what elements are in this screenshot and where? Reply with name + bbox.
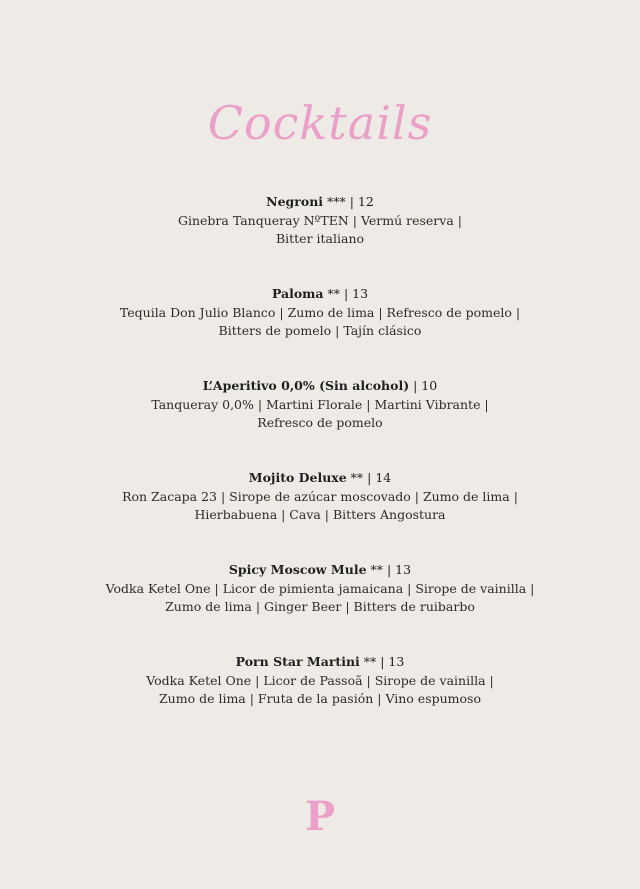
menu-item-ingredients: Refresco de pomelo bbox=[257, 415, 383, 430]
menu-item-ingredients: Hierbabuena | Cava | Bitters Angostura bbox=[194, 507, 446, 522]
menu-item-heading bbox=[0, 653, 640, 672]
menu-item-price: ** | 13 bbox=[323, 286, 369, 301]
menu-item-ingredients: Ginebra Tanqueray NºTEN | Vermú reserva | bbox=[178, 212, 462, 228]
menu-item-ingredients: Vodka Ketel One | Licor de pimienta jamaicana | Sirope de vainilla | bbox=[105, 580, 535, 596]
menu-item-negroni bbox=[0, 193, 640, 285]
menu-item-aperitivo bbox=[0, 377, 640, 469]
menu-item-heading bbox=[0, 377, 640, 396]
menu-item-ingredients: Zumo de lima | Fruta de la pasión | Vino espumoso bbox=[158, 691, 481, 706]
menu-item-ingredients: Vodka Ketel One | Licor de Passoã | Sirope de vainilla | bbox=[146, 672, 494, 688]
menu-item-name: Spicy Moscow Mule bbox=[228, 562, 367, 577]
menu-item-price: *** | 12 bbox=[323, 194, 374, 209]
menu-item-price: ** | 13 bbox=[366, 562, 412, 577]
menu-item-price: ** | 13 bbox=[359, 654, 405, 669]
menu-item-ingredients: Tanqueray 0,0% | Martini Florale | Martini Vibrante | bbox=[151, 396, 489, 412]
menu-item-spicy-moscow-mule bbox=[0, 561, 640, 653]
menu-item-ingredients: Tequila Don Julio Blanco | Zumo de lima | Refresco de pomelo | bbox=[119, 304, 521, 320]
menu-item-ingredients: Zumo de lima | Ginger Beer | Bitters de ruibarbo bbox=[165, 599, 475, 614]
menu-item-mojito-deluxe bbox=[0, 469, 640, 561]
menu-item-name: Porn Star Martini bbox=[235, 654, 360, 669]
menu-item-ingredients: Bitter italiano bbox=[275, 231, 365, 246]
menu-item-ingredients: Ron Zacapa 23 | Sirope de azúcar moscovado | Zumo de lima | bbox=[122, 488, 518, 504]
menu-item-price: ** | 14 bbox=[346, 470, 392, 485]
menu-item-name: Mojito Deluxe bbox=[248, 470, 347, 485]
menu-item-name: Negroni bbox=[266, 194, 324, 209]
page-title: Cocktails bbox=[207, 96, 433, 150]
menu-item-heading bbox=[0, 561, 640, 580]
menu-item-paloma bbox=[0, 285, 640, 377]
menu-item-name: L’Aperitivo 0,0% (Sin alcohol) bbox=[202, 378, 410, 393]
menu-item-price: | 10 bbox=[409, 378, 438, 393]
menu-item-porn-star-martini bbox=[0, 653, 640, 745]
brand-logo: P bbox=[304, 793, 336, 840]
menu-item-heading bbox=[0, 469, 640, 488]
menu-item-ingredients: Bitters de pomelo | Tajín clásico bbox=[218, 323, 422, 338]
menu-item-name: Paloma bbox=[271, 286, 324, 301]
cocktail-menu bbox=[0, 193, 640, 745]
menu-item-heading bbox=[0, 193, 640, 212]
menu-item-heading bbox=[0, 285, 640, 304]
